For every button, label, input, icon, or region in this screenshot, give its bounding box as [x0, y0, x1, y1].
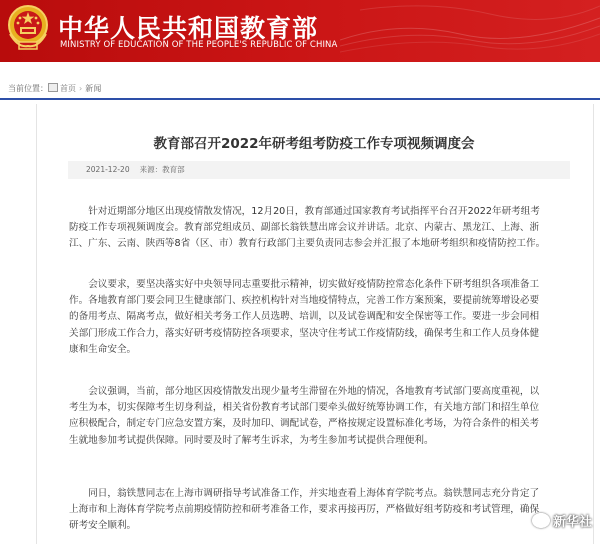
article-source: 来源：教育部	[139, 165, 185, 174]
site-title-en: MINISTRY OF EDUCATION OF THE PEOPLE'S REPUBLIC OF CHINA	[60, 40, 338, 50]
article-title: 教育部召开2022年研考组考防疫工作专项视频调度会	[153, 136, 475, 152]
article-paragraph-1: 针对近期部分地区出现疫情散发情况，12月20日，教育部通过国家教育考试指挥平台召开2022年研考组考防疫工作专项视频调度会。教育部党组成员、副部长翁铁慧出席会议并讲话。北京、内蒙古、黑龙江、上海、浙江、广东、云南、陕西等8省（区、市）教育行政部门主要负责同志参会并汇报了本地研考组织和疫情防控工作。	[69, 206, 546, 250]
breadcrumb-separator: ›	[79, 84, 83, 93]
weibo-icon	[532, 513, 550, 528]
home-icon	[48, 83, 58, 92]
article-paragraph-4: 同日，翁铁慧同志在上海市调研指导考试准备工作，并实地查看上海体育学院考点。翁铁慧同志充分肯定了上海市和上海体育学院考点前期疫情防控和研考准备工作，要求再接再厉，严格做好组考防疫和考试管理，确保研考安全顺利。	[69, 488, 540, 532]
breadcrumb-home-link[interactable]: 首页	[60, 84, 76, 93]
site-title: 中华人民共和国教育部	[58, 14, 319, 43]
nav-divider	[0, 98, 600, 100]
article-paragraph-2: 会议要求，要坚决落实好中央领导同志重要批示精神，切实做好疫情防控常态化条件下研考组织各项准备工作。各地教育部门要会同卫生健康部门、疾控机构针对当地疫情特点，完善工作方案预案，要提前统筹增设必要的备用考点、隔离考点，做好相关考务工作人员选聘、培训，以及试卷调配和安全保密等工作。要进一步会同相关部门形成工作合力，落实好研考疫情防控各项要求，坚决守住考试工作疫情防线，确保考生和工作人员身体健康和生命安全。	[69, 279, 540, 355]
breadcrumb-news-link[interactable]: 新闻	[85, 84, 102, 93]
breadcrumb-prefix: 当前位置：	[8, 84, 48, 93]
article-date: 2021-12-20	[86, 165, 130, 174]
national-emblem-icon	[6, 4, 50, 52]
header-decoration	[340, 0, 600, 62]
article-paragraph-3: 会议强调，当前，部分地区因疫情散发出现少量考生滞留在外地的情况，各地教育考试部门要高度重视，以考生为本，切实保障考生切身利益，相关省份教育考试部门要牵头做好统筹协调工作，有关地方部门和招生单位应积极配合，制定专门应急安置方案，及时加印、调配试卷，严格按规定设置标准化考场，为符合条件的相关考生就地参加考试提供保障。同时要及时了解考生诉求，为考生参加考试提供合理便利。	[69, 386, 540, 446]
xinhua-watermark	[532, 511, 592, 530]
breadcrumb	[8, 83, 101, 94]
watermark-text: 新华社	[552, 515, 592, 530]
site-header	[0, 0, 600, 62]
article-meta	[68, 161, 570, 179]
